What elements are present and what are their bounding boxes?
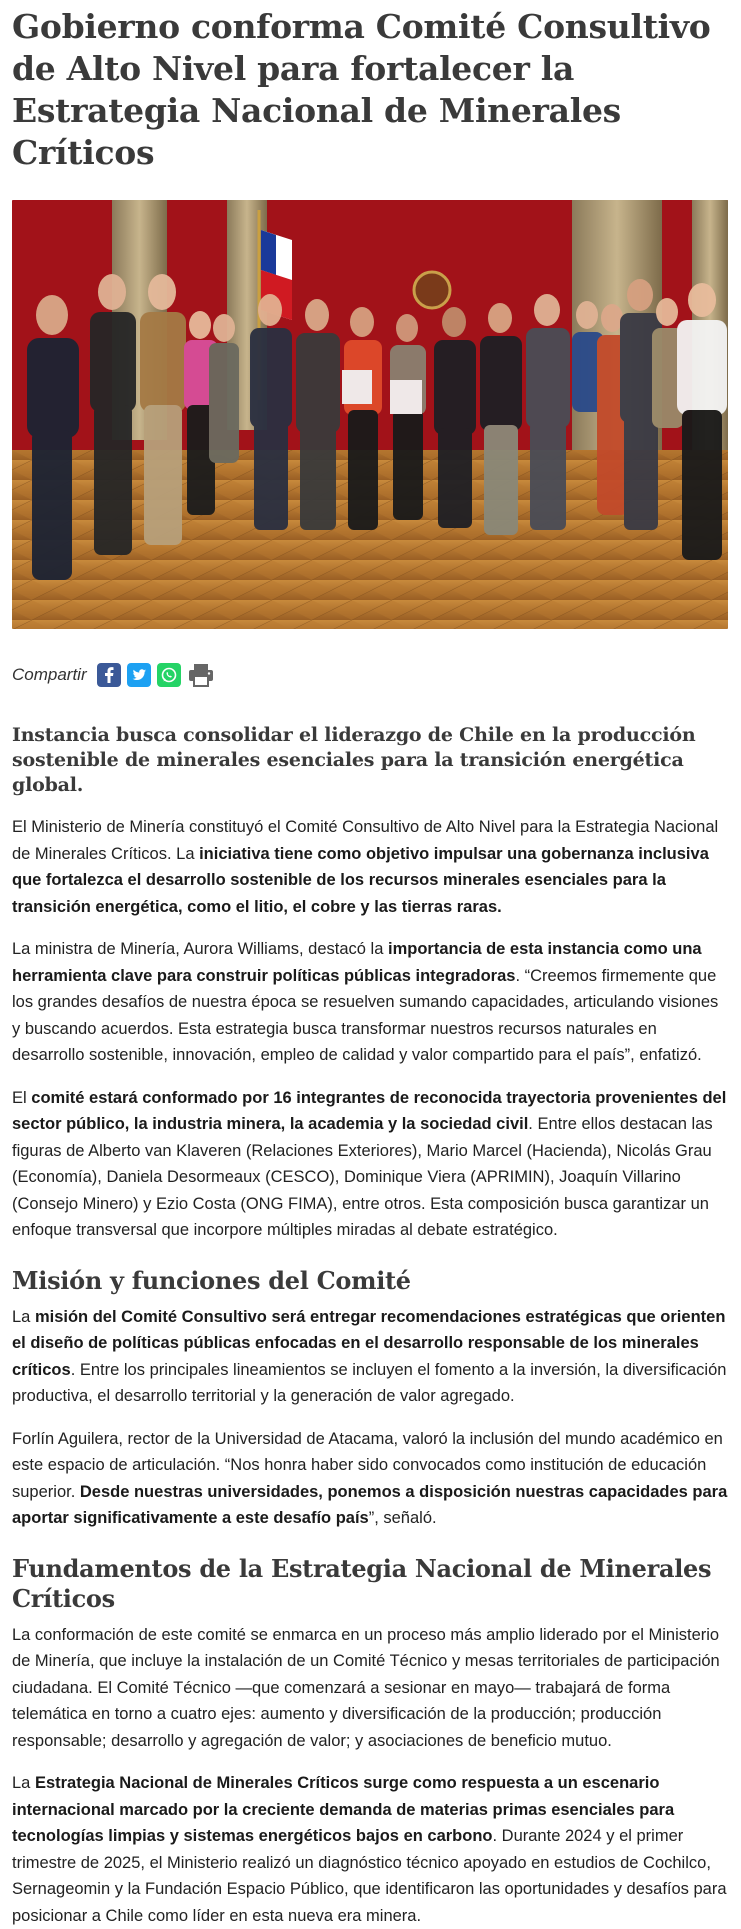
twitter-icon <box>127 663 151 687</box>
p5-text-bold: Desde nuestras universidades, ponemos a disposición nuestras capacidades para aportar significativamente a este desafío país <box>12 1482 728 1527</box>
p7-text-c: . Durante 2024 y el primer trimestre de 2025, el Ministerio realizó un diagnóstico técnico apoyado en estudios de Cochilco, Sernageomin y la Fundación Espacio Público, que identificaron las oportunidades y desafíos para posicionar a Chile como líder en esta nueva era minera. <box>12 1827 727 1925</box>
whatsapp-share-button[interactable] <box>157 663 181 687</box>
group-photo-illustration <box>12 200 728 629</box>
article-title: Gobierno conforma Comité Consultivo de Alto Nivel para fortalecer la Estrategia Nacional de Minerales Críticos <box>12 7 711 172</box>
p5-text-a: Forlín Aguilera, rector de la Universidad de Atacama, valoró la inclusión del mundo académico en este espacio de articulación. “Nos honra haber sido convocados como institución de educación superior. <box>12 1429 723 1501</box>
print-button[interactable] <box>187 663 215 687</box>
article-page <box>0 6 741 1929</box>
p2-text-c: . “Creemos firmemente que los grandes desafíos de nuestra época se resuelven sumando capacidades, articulando visiones y buscando acuerdos. Esta estrategia busca transformar nuestros recursos naturales en desarrollo sostenible, innovación, empleo de calidad y valor compartido para el país”, enfatizó. <box>12 966 719 1064</box>
paragraph-6: La conformación de este comité se enmarca en un proceso más amplio liderado por el Ministerio de Minería, que incluye la instalación de un Comité Técnico y mesas territoriales de participación ciudadana. El Comité Técnico —que comenzará a sesionar en mayo— trabajará de forma telemática en torno a cuatro ejes: aumento y diversificación de la producción; producción responsable; desarrollo y agregación de valor; y asociaciones de beneficio mutuo. <box>12 1625 720 1750</box>
section-heading-fundamentos: Fundamentos de la Estrategia Nacional de Minerales Críticos <box>12 1553 712 1613</box>
p1-text-bold: iniciativa tiene como objetivo impulsar una gobernanza inclusiva que fortalezca el desarrollo sostenible de los recursos minerales esenciales para la transición energética, como el litio, el cobre y las tierras raras. <box>12 844 709 916</box>
p4-text-bold: misión del Comité Consultivo será entregar recomendaciones estratégicas que orienten el diseño de políticas públicas enfocadas en el desarrollo responsable de los minerales críticos <box>12 1307 726 1379</box>
p3-text-c: . Entre ellos destacan las figuras de Alberto van Klaveren (Relaciones Exteriores), Mario Marcel (Hacienda), Nicolás Grau (Economía), Daniela Desormeaux (CESCO), Dominique Viera (APRIMIN), Joaquín Villarino (Consejo Minero) y Ezio Costa (ONG FIMA), entre otros. Esta composición busca garantizar un enfoque transversal que incorpore múltiples miradas al debate estratégico. <box>12 1115 713 1239</box>
p4-text-a: La <box>12 1307 35 1326</box>
p2-text-a: La ministra de Minería, Aurora Williams, destacó la <box>12 940 388 958</box>
paragraph-5 <box>12 1426 729 1532</box>
p1-text-a: El Ministerio de Minería constituyó el Comité Consultivo de Alto Nivel para la Estrategia Nacional de Minerales Críticos. La <box>12 818 719 863</box>
paragraph-1 <box>12 814 729 920</box>
p7-text-bold: Estrategia Nacional de Minerales Críticos surge como respuesta a un escenario internacional marcado por la creciente demanda de materias primas esenciales para tecnologías limpias y sistemas energéticos bajos en carbono <box>12 1774 675 1845</box>
print-icon <box>187 662 215 688</box>
paragraph-4 <box>12 1304 729 1410</box>
twitter-share-button[interactable] <box>127 663 151 687</box>
p2-text-bold: importancia de esta instancia como una herramienta clave para construir políticas públicas integradoras <box>12 940 702 985</box>
share-bar <box>12 659 729 691</box>
p3-text-bold: comité estará conformado por 16 integrantes de reconocida trayectoria provenientes del sector público, la industria minera, la academia y la sociedad civil <box>12 1088 727 1133</box>
paragraph-3 <box>12 1085 729 1244</box>
section-heading-mision: Misión y funciones del Comité <box>12 1265 411 1295</box>
p3-text-a: El <box>12 1088 32 1107</box>
paragraph-7 <box>12 1770 729 1929</box>
paragraph-2 <box>12 936 729 1069</box>
whatsapp-icon <box>157 663 181 687</box>
share-label: Compartir <box>12 665 87 684</box>
p5-text-c: ”, señaló. <box>368 1509 437 1527</box>
facebook-icon <box>97 663 121 687</box>
p4-text-c: . Entre los principales lineamientos se incluyen el fomento a la inversión, la diversificación productiva, el desarrollo territorial y la generación de valor agregado. <box>12 1360 727 1405</box>
p7-text-a: La <box>12 1774 35 1792</box>
facebook-share-button[interactable] <box>97 663 121 687</box>
article-lead: Instancia busca consolidar el liderazgo de Chile en la producción sostenible de minerales esenciales para la transición energética global. <box>12 724 696 796</box>
article-hero-photo <box>12 200 728 629</box>
